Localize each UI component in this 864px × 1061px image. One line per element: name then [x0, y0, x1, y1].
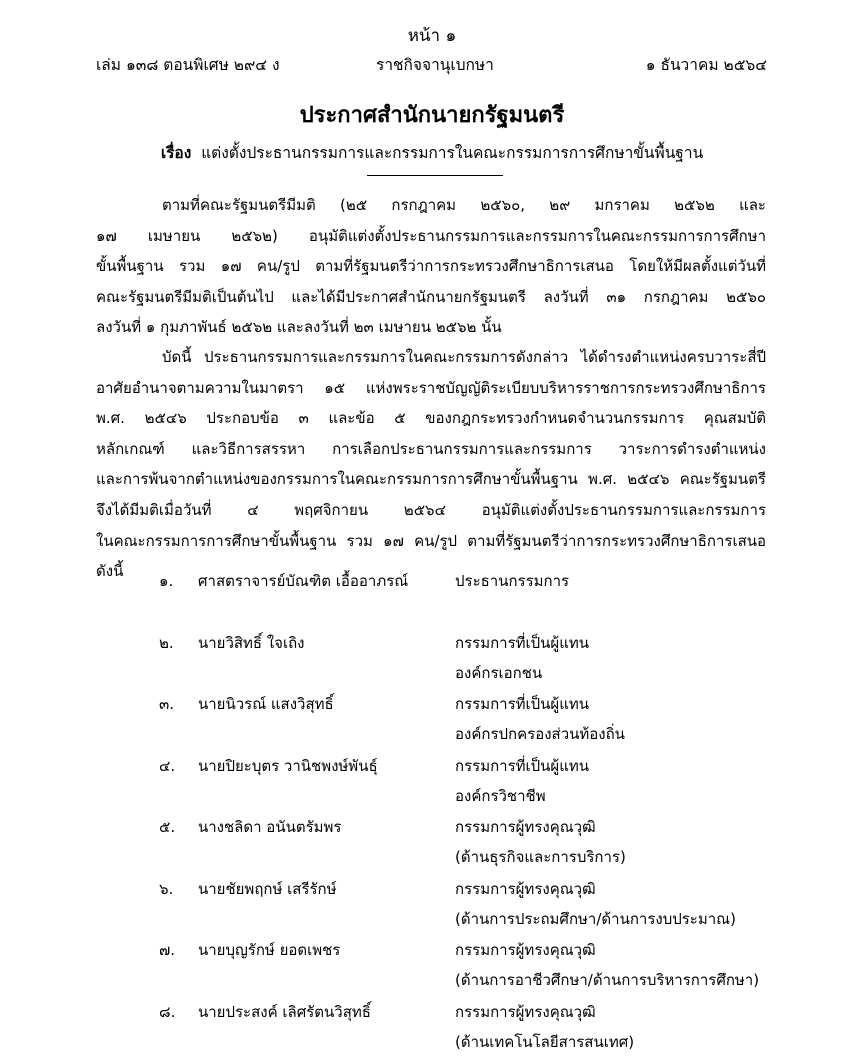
appointee-role-detail: (ด้านการประถมศึกษา/ด้านการงบประมาณ) [455, 907, 736, 931]
page-number: หน้า ๑ [0, 22, 864, 49]
appointee-role-detail: (ด้านธุรกิจและการบริการ) [455, 845, 626, 869]
paragraph-line: ดังนี้ [96, 556, 766, 587]
paragraph-line: อาศัยอำนาจตามความในมาตรา ๑๕ แห่งพระราชบัญญัติระเบียบบริหารราชการกระทรวงศึกษาธิการ [96, 373, 766, 404]
appointee-role-detail: องค์กรปกครองส่วนท้องถิ่น [455, 722, 625, 746]
item-number: ๕. [159, 815, 175, 839]
paragraph-line: และการพ้นจากตำแหน่งของกรรมการในคณะกรรมการการศึกษาขั้นพื้นฐาน พ.ศ. ๒๕๔๖ คณะรัฐมนตรี [96, 464, 766, 495]
list-item [0, 569, 864, 631]
paragraph-line: ขั้นพื้นฐาน รวม ๑๗ คน/รูป ตามที่รัฐมนตรีว่าการกระทรวงศึกษาธิการเสนอ โดยให้มีผลตั้งแต่วันที่ [96, 251, 766, 282]
paragraph-line: ตามที่คณะรัฐมนตรีมีมติ (๒๕ กรกฎาคม ๒๕๖๐, ๒๙ มกราคม ๒๕๖๒ และ [96, 190, 766, 221]
appointee-role: กรรมการผู้ทรงคุณวุฒิ [455, 877, 596, 901]
appointee-name: นางชลิดา อนันตรัมพร [198, 815, 341, 839]
appointee-role-detail: องค์กรเอกชน [455, 661, 542, 685]
appointee-name: นายปิยะบุตร วานิชพงษ์พันธุ์ [198, 754, 378, 778]
paragraph-line: ลงวันที่ ๑ กุมภาพันธ์ ๒๕๖๒ และลงวันที่ ๒๓ เมษายน ๒๕๖๒ นั้น [96, 312, 766, 343]
appointee-role: กรรมการที่เป็นผู้แทน [455, 631, 589, 655]
paragraph-line: หลักเกณฑ์ และวิธีการสรรหา การเลือกประธานกรรมการและกรรมการ วาระการดำรงตำแหน่ง [96, 434, 766, 465]
list-item [0, 938, 864, 1000]
item-number: ๒. [159, 631, 174, 655]
appointee-role-detail: (ด้านเทคโนโลยีสารสนเทศ) [455, 1030, 634, 1054]
appointee-role: กรรมการผู้ทรงคุณวุฒิ [455, 1000, 596, 1024]
list-item [0, 815, 864, 877]
appointee-name: นายประสงค์ เลิศรัตนวิสุทธิ์ [198, 1000, 371, 1024]
item-number: ๘. [159, 1000, 175, 1024]
document-subject [0, 140, 864, 165]
appointee-role: กรรมการผู้ทรงคุณวุฒิ [455, 938, 596, 962]
appointee-name: นายวิสิทธิ์ ใจเถิง [198, 631, 305, 655]
appointee-role: ประธานกรรมการ [455, 569, 569, 593]
list-item [0, 754, 864, 816]
paragraph-line: บัดนี้ ประธานกรรมการและกรรมการในคณะกรรมการดังกล่าว ได้ดำรงตำแหน่งครบวาระสี่ปี [96, 342, 766, 373]
list-item [0, 877, 864, 939]
paragraph-line: คณะรัฐมนตรีมีมติเป็นต้นไป และได้มีประกาศสำนักนายกรัฐมนตรี ลงวันที่ ๓๑ กรกฎาคม ๒๕๖๐ [96, 282, 766, 313]
item-number: ๓. [159, 692, 174, 716]
gazette-name: ราชกิจจานุเบกษา [376, 52, 494, 77]
paragraph-line: ๑๗ เมษายน ๒๕๖๒) อนุมัติแต่งตั้งประธานกรรมการและกรรมการในคณะกรรมการการศึกษา [96, 221, 766, 252]
gazette-date: ๑ ธันวาคม ๒๕๖๔ [646, 52, 767, 77]
item-number: ๖. [159, 877, 173, 901]
subject-label: เรื่อง [161, 144, 192, 162]
list-item [0, 1000, 864, 1061]
appointee-role: กรรมการที่เป็นผู้แทน [455, 754, 589, 778]
item-number: ๗. [159, 938, 175, 962]
item-number: ๔. [159, 754, 175, 778]
list-item [0, 631, 864, 693]
item-number: ๑. [159, 569, 173, 593]
paragraph-line: ในคณะกรรมการการศึกษาขั้นพื้นฐาน รวม ๑๗ คน/รูป ตามที่รัฐมนตรีว่าการกระทรวงศึกษาธิการเสนอ [96, 526, 766, 557]
appointee-role: กรรมการที่เป็นผู้แทน [455, 692, 589, 716]
title-divider [367, 175, 503, 176]
subject-text: แต่งตั้งประธานกรรมการและกรรมการในคณะกรรมการการศึกษาขั้นพื้นฐาน [201, 144, 703, 162]
paragraph-line: พ.ศ. ๒๕๔๖ ประกอบข้อ ๓ และข้อ ๕ ของกฎกระทรวงกำหนดจำนวนกรรมการ คุณสมบัติ [96, 403, 766, 434]
list-item [0, 692, 864, 754]
appointee-list [0, 569, 864, 1061]
paragraph-1 [96, 190, 766, 343]
gazette-volume: เล่ม ๑๓๘ ตอนพิเศษ ๒๙๔ ง [96, 52, 280, 77]
appointee-name: นายชัยพฤกษ์ เสรีรักษ์ [198, 877, 337, 901]
appointee-name: ศาสตราจารย์บัณฑิต เอื้ออาภรณ์ [198, 569, 408, 593]
appointee-name: นายบุญรักษ์ ยอดเพชร [198, 938, 340, 962]
appointee-role-detail: (ด้านการอาชีวศึกษา/ด้านการบริหารการศึกษา) [455, 968, 759, 992]
appointee-role: กรรมการผู้ทรงคุณวุฒิ [455, 815, 596, 839]
paragraph-2 [96, 342, 766, 587]
appointee-name: นายนิวรณ์ แสงวิสุทธิ์ [198, 692, 334, 716]
appointee-role-detail: องค์กรวิชาชีพ [455, 784, 546, 808]
document-title: ประกาศสำนักนายกรัฐมนตรี [0, 97, 864, 132]
paragraph-line: จึงได้มีมติเมื่อวันที่ ๔ พฤศจิกายน ๒๕๖๔ อนุมัติแต่งตั้งประธานกรรมการและกรรมการ [96, 495, 766, 526]
